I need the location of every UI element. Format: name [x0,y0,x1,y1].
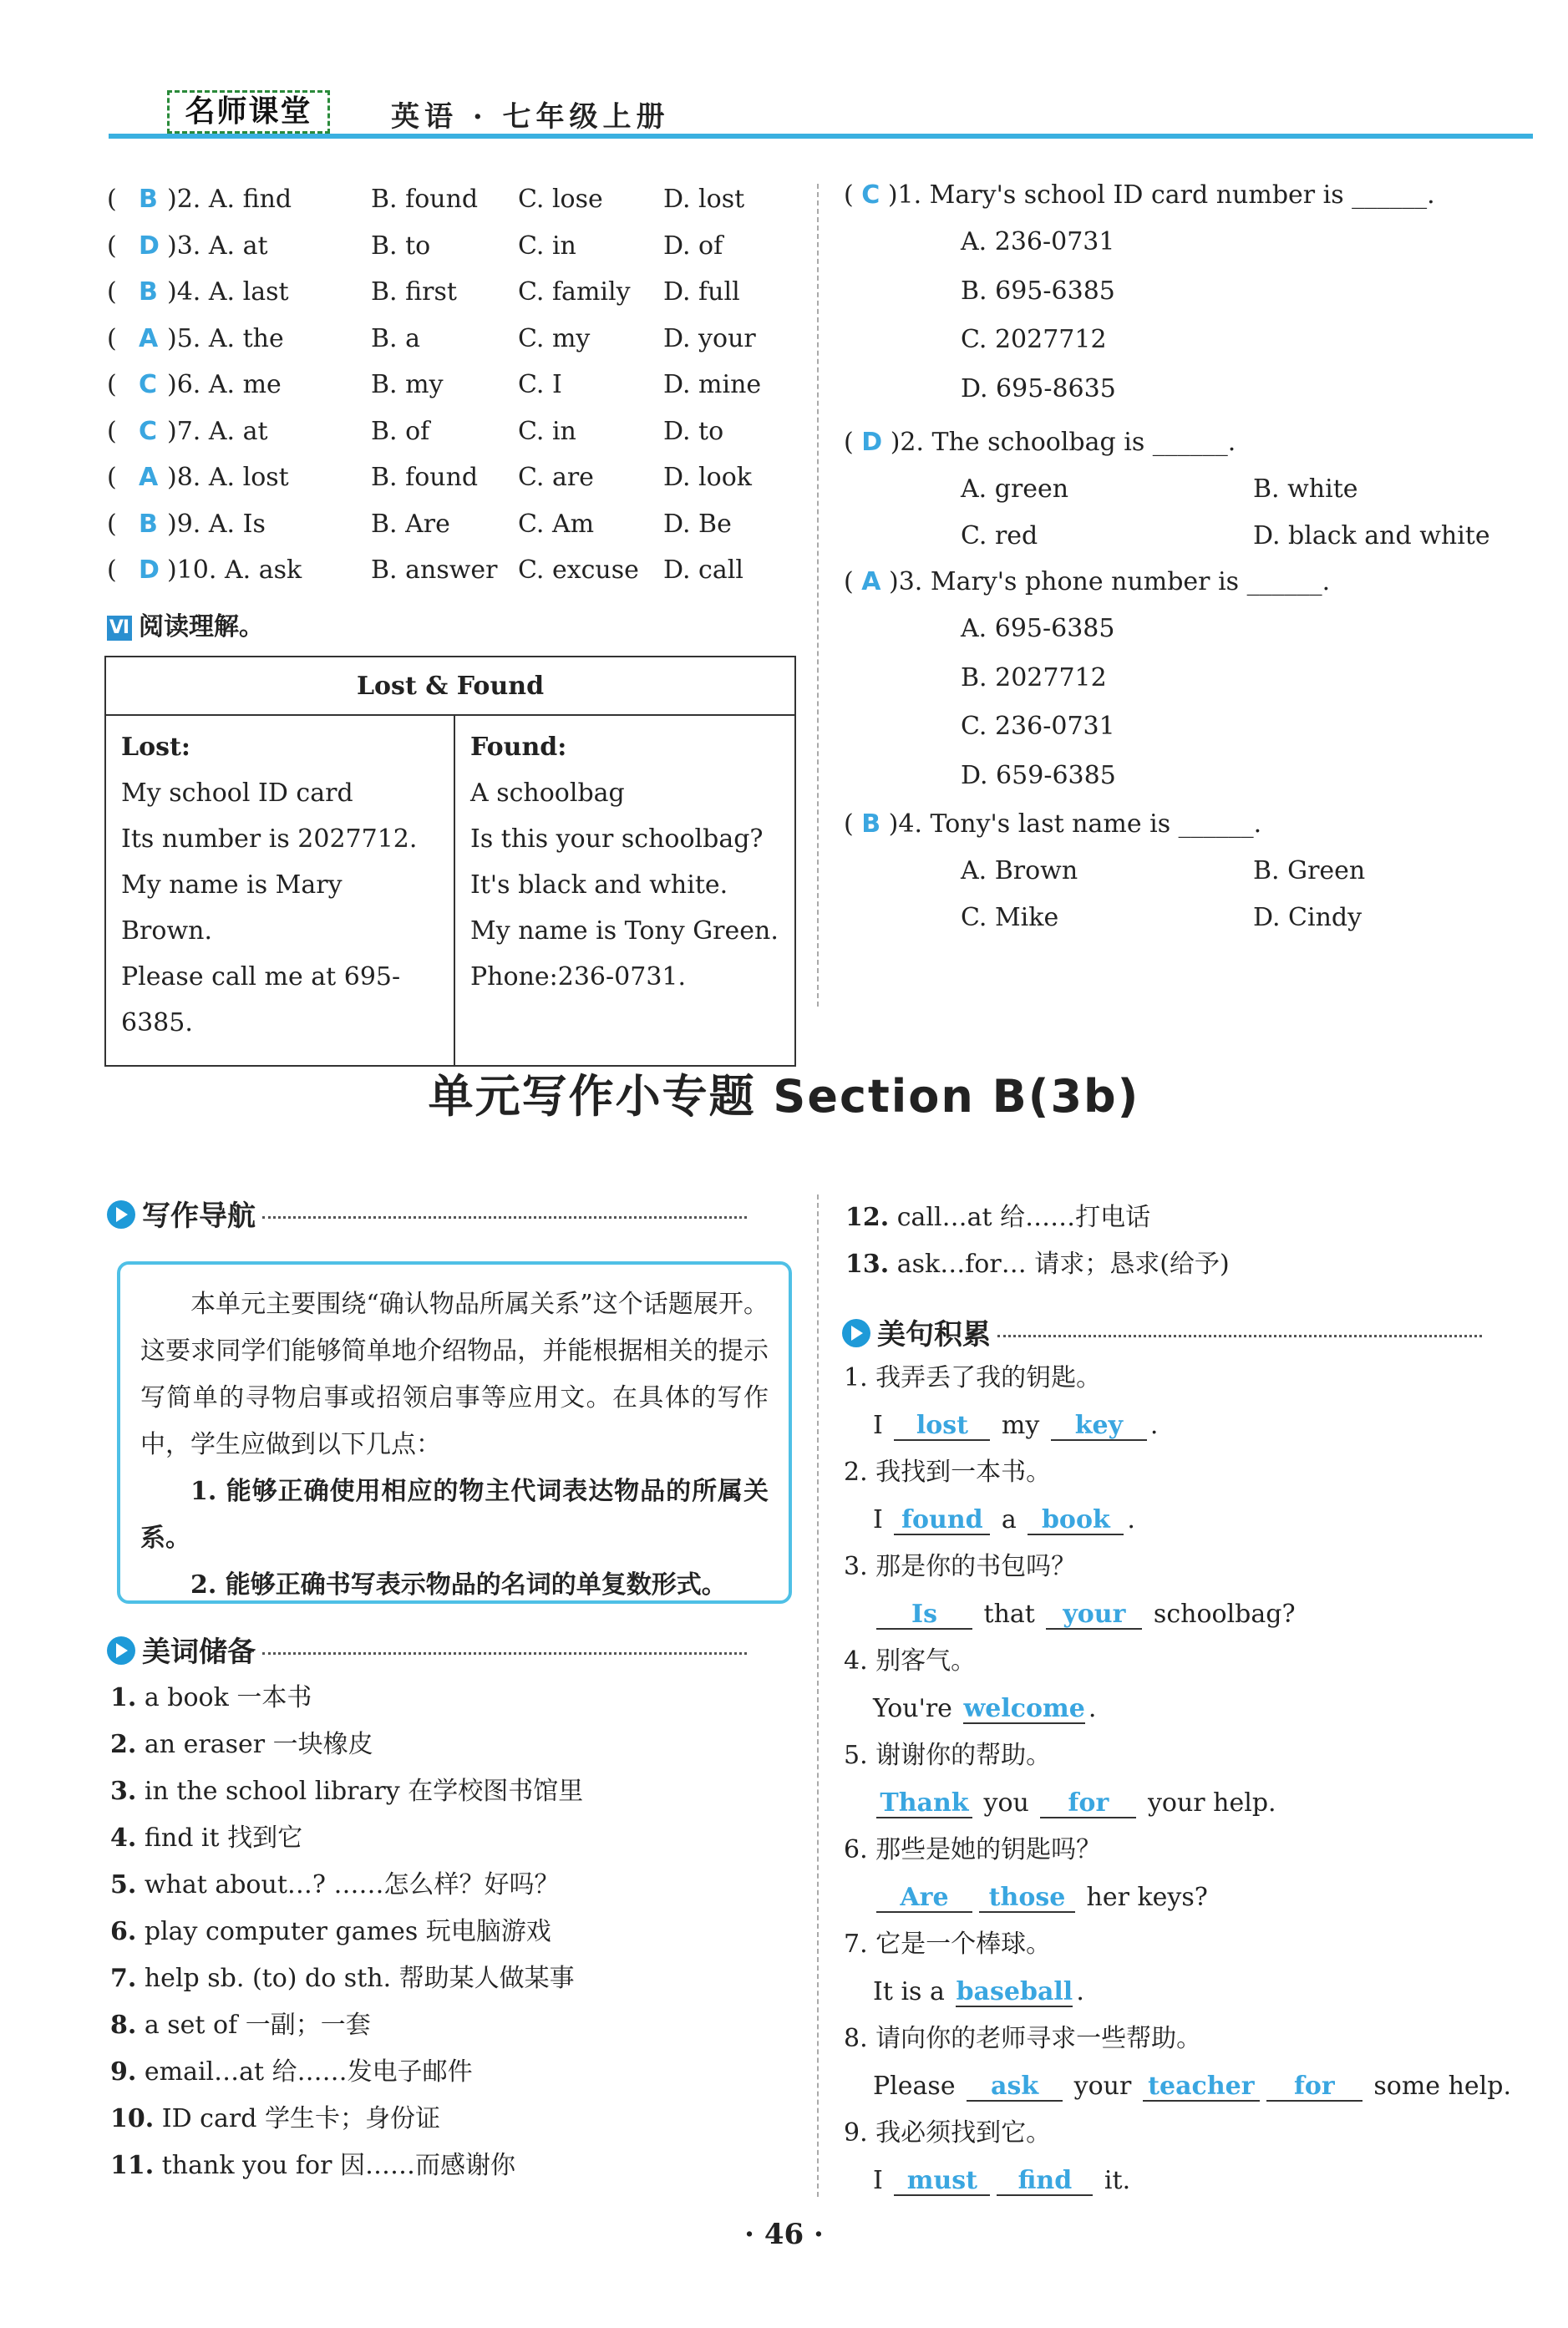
option-d: D. of [663,231,723,261]
paren: ( [107,323,117,353]
option-b: B. of [371,416,430,446]
option-d: D. to [663,416,724,446]
vocab-item [110,1675,312,1722]
blank-answer: your [1046,1600,1142,1630]
vocab-number: 11. [110,2151,155,2180]
sentence-chinese: 5. 谢谢你的帮助。 [844,1741,1052,1770]
item-number: )7. A. at [167,416,268,446]
vocab-heading [107,1629,747,1670]
paren: ( [107,463,117,492]
paren: ( [107,370,117,399]
paren: ( [107,231,117,261]
sentence-text: schoolbag? [1145,1600,1296,1629]
item-number: )8. A. lost [167,463,289,492]
sentences-title: 美句积累 [877,1318,991,1352]
vocab-text: call…at 给……打电话 [889,1203,1151,1232]
paren: ( [107,509,117,539]
vocab-text: ask…for… 请求；恳求(给予) [889,1250,1230,1279]
item-number: )9. A. Is [167,509,266,539]
vocab-text: ID card 学生卡；身份证 [154,2104,440,2133]
vocab-item [110,1862,560,1909]
paren: ( [844,180,862,210]
sentence-text: my [993,1411,1048,1440]
guide-box [117,1261,792,1604]
sentence-chinese: 9. 我必须找到它。 [844,2118,1052,2148]
option-b: B. to [371,231,431,261]
vocab-number: 1. [110,1683,137,1712]
sentence-text: it. [1096,2166,1131,2195]
vocab-text: what about…? ……怎么样？好吗？ [136,1870,560,1899]
sentence-english [873,2160,1130,2202]
sentence-english [873,1688,1096,1730]
option-c: C. in [518,231,576,261]
blank-answer: Thank [876,1789,972,1818]
option: C. 2027712 [961,325,1107,354]
play-arrow-icon [842,1319,870,1347]
answer-letter: B [139,185,158,214]
vocab-number: 9. [110,2057,137,2087]
vocab-number: 5. [110,1870,137,1899]
blank-answer: find [997,2167,1093,2196]
sentence-text: you [976,1788,1038,1818]
sentence-english [873,1783,1276,1824]
paren: ( [844,809,862,839]
vocab-text: find it 找到它 [136,1823,303,1853]
vocab-item [110,1815,302,1862]
blank-answer: must [894,2167,990,2196]
sentence-text: I [873,1505,891,1534]
option: D. 659-6385 [961,760,1116,790]
brand-logo: 名师课堂 [167,90,330,134]
blank-answer: key [1051,1412,1147,1441]
vocab-item [110,1768,583,1815]
answer-letter: D [139,555,160,585]
option-d: D. Be [663,509,732,539]
page-number: · 46 · [744,2218,824,2251]
sentence-text: . [1149,1411,1159,1440]
item-number: )2. A. find [167,185,292,214]
blank-answer: Are [876,1884,972,1913]
blank-answer: baseball [956,1977,1073,2006]
sentence-english [873,1971,1084,2013]
blank-answer: welcome [963,1694,1085,1723]
sentence-english [873,1594,1296,1636]
sentence-chinese: 7. 它是一个棒球。 [844,1930,1052,1959]
sentences-heading [842,1311,1482,1352]
guide-heading [107,1193,747,1234]
answer-letter: C [861,180,880,210]
option: A. Brown [961,856,1078,885]
option: D. Cindy [1253,903,1362,932]
sentence-text: I [873,2166,891,2195]
sentence-text: . [1127,1505,1135,1534]
sentence-chinese: 3. 那是你的书包吗？ [844,1552,1077,1581]
item-number: )5. A. the [167,323,284,353]
dotted-rule [262,1652,747,1655]
table-line: Found: [470,733,567,762]
option: A. 695-6385 [961,614,1115,643]
vocab-text: a set of 一副；一套 [136,2011,371,2040]
option: D. black and white [1253,521,1490,550]
answer-letter: A [139,323,159,353]
option-c: C. lose [518,185,603,214]
vocab-item [110,2049,473,2096]
paren: ( [107,416,117,446]
table-line: My name is Tony Green. [470,916,779,946]
table-line: Phone:236-0731. [470,962,687,992]
item-number: )3. A. at [167,231,268,261]
vocab-number: 8. [110,2011,137,2040]
sentence-text: that [976,1600,1043,1629]
vocab-item [110,2096,440,2143]
option-b: B. first [371,277,457,307]
option-c: C. in [518,416,576,446]
stem-text: )1. Mary's school ID card number is ______. [880,180,1435,210]
found-cell [454,715,795,1066]
sentence-chinese: 6. 那些是她的钥匙吗？ [844,1835,1102,1864]
option: A. 236-0731 [961,227,1115,256]
table-line: My school ID card [121,779,353,808]
play-arrow-icon [107,1636,135,1665]
guide-title: 写作导航 [142,1200,256,1233]
answer-letter: C [139,416,158,446]
vocab-text: thank you for 因……而感谢你 [154,2151,515,2180]
section-title: 单元写作小专题 Section B(3b) [428,1070,1140,1123]
dotted-rule [262,1216,747,1219]
option-b: B. found [371,185,479,214]
option: C. red [961,521,1038,550]
question-stem [844,564,1330,601]
answer-letter: B [139,277,158,307]
table-line: My name is Mary Brown. [121,870,343,946]
question-stem [844,806,1261,843]
question-stem [844,424,1236,461]
sentence-text: You're [873,1694,961,1723]
dotted-rule [997,1335,1482,1337]
item-number: )4. A. last [167,277,289,307]
option-b: B. Are [371,509,450,539]
option: B. white [1253,474,1358,504]
sentence-text: I [873,1411,891,1440]
vocab-number: 10. [110,2104,155,2133]
stem-text: )2. The schoolbag is ______. [882,428,1236,457]
table-line: Its number is 2027712. [121,824,418,854]
sentence-text: Please [873,2072,964,2101]
option-c: C. I [518,370,562,399]
paren: ( [844,428,862,457]
guide-point: 2. 能够正确书写表示物品的名词的单复数形式。 [190,1570,727,1600]
blank-answer: lost [894,1412,990,1441]
option: B. Green [1253,856,1366,885]
vocab-text: in the school library 在学校图书馆里 [136,1777,584,1806]
option-c: C. my [518,323,591,353]
sentence-text: your [1066,2072,1139,2101]
blank-answer: found [894,1506,990,1535]
vocab-title: 美词储备 [142,1636,256,1669]
answer-letter: A [139,463,159,492]
vocab-item [845,1194,1150,1241]
vocab-item [845,1241,1230,1288]
vocab-number: 13. [845,1250,890,1279]
vocab-number: 7. [110,1964,137,1993]
sentence-chinese: 2. 我找到一本书。 [844,1458,1052,1487]
column-divider-lower [817,1194,819,2197]
option: C. Mike [961,903,1059,932]
paren: ( [107,185,117,214]
option-d: D. mine [663,370,762,399]
reading-title: 阅读理解。 [139,612,264,642]
stem-text: )3. Mary's phone number is ______. [880,567,1331,596]
vocab-text: help sb. (to) do sth. 帮助某人做某事 [136,1964,575,1993]
guide-point: 1. 能够正确使用相应的物主代词表达物品的所属关系。 [140,1477,769,1553]
question-stem [844,177,1435,214]
vocab-number: 4. [110,1823,137,1853]
sentence-chinese: 4. 别客气。 [844,1646,977,1676]
paren: ( [107,555,117,585]
blank-answer: for [1266,2072,1362,2102]
lost-cell [105,715,454,1066]
option: A. green [961,474,1069,504]
table-title: Lost & Found [105,657,795,715]
option-c: C. Am [518,509,595,539]
sentence-english [873,2066,1511,2107]
vocab-item [110,1722,373,1768]
table-line: A schoolbag [470,779,625,808]
sentence-text: . [1088,1694,1097,1723]
paren: ( [107,277,117,307]
sentence-english [873,1405,1158,1447]
blank-answer: Is [876,1600,972,1630]
vocab-item [110,2143,515,2189]
book-title: 英语 · 七年级上册 [391,100,670,134]
blank-answer: ask [967,2072,1063,2102]
option-d: D. look [663,463,752,492]
answer-letter: C [139,370,158,399]
sentence-text: her keys? [1078,1883,1208,1912]
option-b: B. my [371,370,444,399]
table-line: Please call me at 695-6385. [121,962,401,1037]
stem-text: )4. Tony's last name is ______. [880,809,1262,839]
vocab-number: 2. [110,1730,137,1759]
blank-answer: those [979,1884,1075,1913]
option-d: D. lost [663,185,745,214]
play-arrow-icon [107,1200,135,1229]
sentence-text: your help. [1139,1788,1276,1818]
option-b: B. found [371,463,479,492]
blank-answer: teacher [1143,2072,1260,2102]
guide-paragraph: 本单元主要围绕“确认物品所属关系”这个话题展开。这要求同学们能够简单地介绍物品，并能根据相关的提示写简单的寻物启事或招领启事等应用文。在具体的写作中，学生应做到以下几点： [140,1290,769,1459]
vocab-item [110,2002,371,2049]
option-c: C. family [518,277,631,307]
vocab-number: 3. [110,1777,137,1806]
paren: ( [844,567,862,596]
table-line: Lost: [121,733,190,762]
table-line: Is this your schoolbag? [470,824,764,854]
answer-letter: D [861,428,883,457]
table-line: It's black and white. [470,870,728,900]
reading-heading [107,606,264,642]
vocab-number: 6. [110,1917,137,1946]
option: B. 2027712 [961,662,1107,692]
option: B. 695-6385 [961,276,1115,306]
sentence-text: some help. [1365,2072,1511,2101]
option-b: B. a [371,323,421,353]
option-c: C. are [518,463,594,492]
vocab-item [110,1909,551,1955]
lost-found-table [104,656,796,1067]
vocab-text: email…at 给……发电子邮件 [136,2057,473,2087]
sentence-text: It is a [873,1977,953,2006]
vocab-item [110,1955,575,2002]
answer-letter: B [861,809,881,839]
blank-answer: for [1040,1789,1136,1818]
header-rule [109,134,1533,139]
column-divider [817,184,819,1007]
option-d: D. your [663,323,756,353]
sentence-text: . [1076,1977,1084,2006]
sentence-text: a [993,1505,1025,1534]
answer-letter: D [139,231,160,261]
vocab-text: play computer games 玩电脑游戏 [136,1917,551,1946]
vocab-text: a book 一本书 [136,1683,312,1712]
answer-letter: A [861,567,881,596]
sentence-chinese: 8. 请向你的老师寻求一些帮助。 [844,2024,1202,2053]
sentence-english [873,1499,1135,1541]
option-d: D. call [663,555,743,585]
roman-six-icon: Ⅵ [107,616,132,641]
item-number: )6. A. me [167,370,282,399]
blank-answer: book [1028,1506,1124,1535]
vocab-text: an eraser 一块橡皮 [136,1730,373,1759]
vocab-number: 12. [845,1203,890,1232]
option-c: C. excuse [518,555,639,585]
sentence-chinese: 1. 我弄丢了我的钥匙。 [844,1363,1102,1392]
option: C. 236-0731 [961,712,1115,741]
sentence-english [873,1877,1208,1919]
option-b: B. answer [371,555,498,585]
answer-letter: B [139,509,158,539]
option-d: D. full [663,277,740,307]
option: D. 695-8635 [961,373,1116,403]
item-number: )10. A. ask [167,555,302,585]
